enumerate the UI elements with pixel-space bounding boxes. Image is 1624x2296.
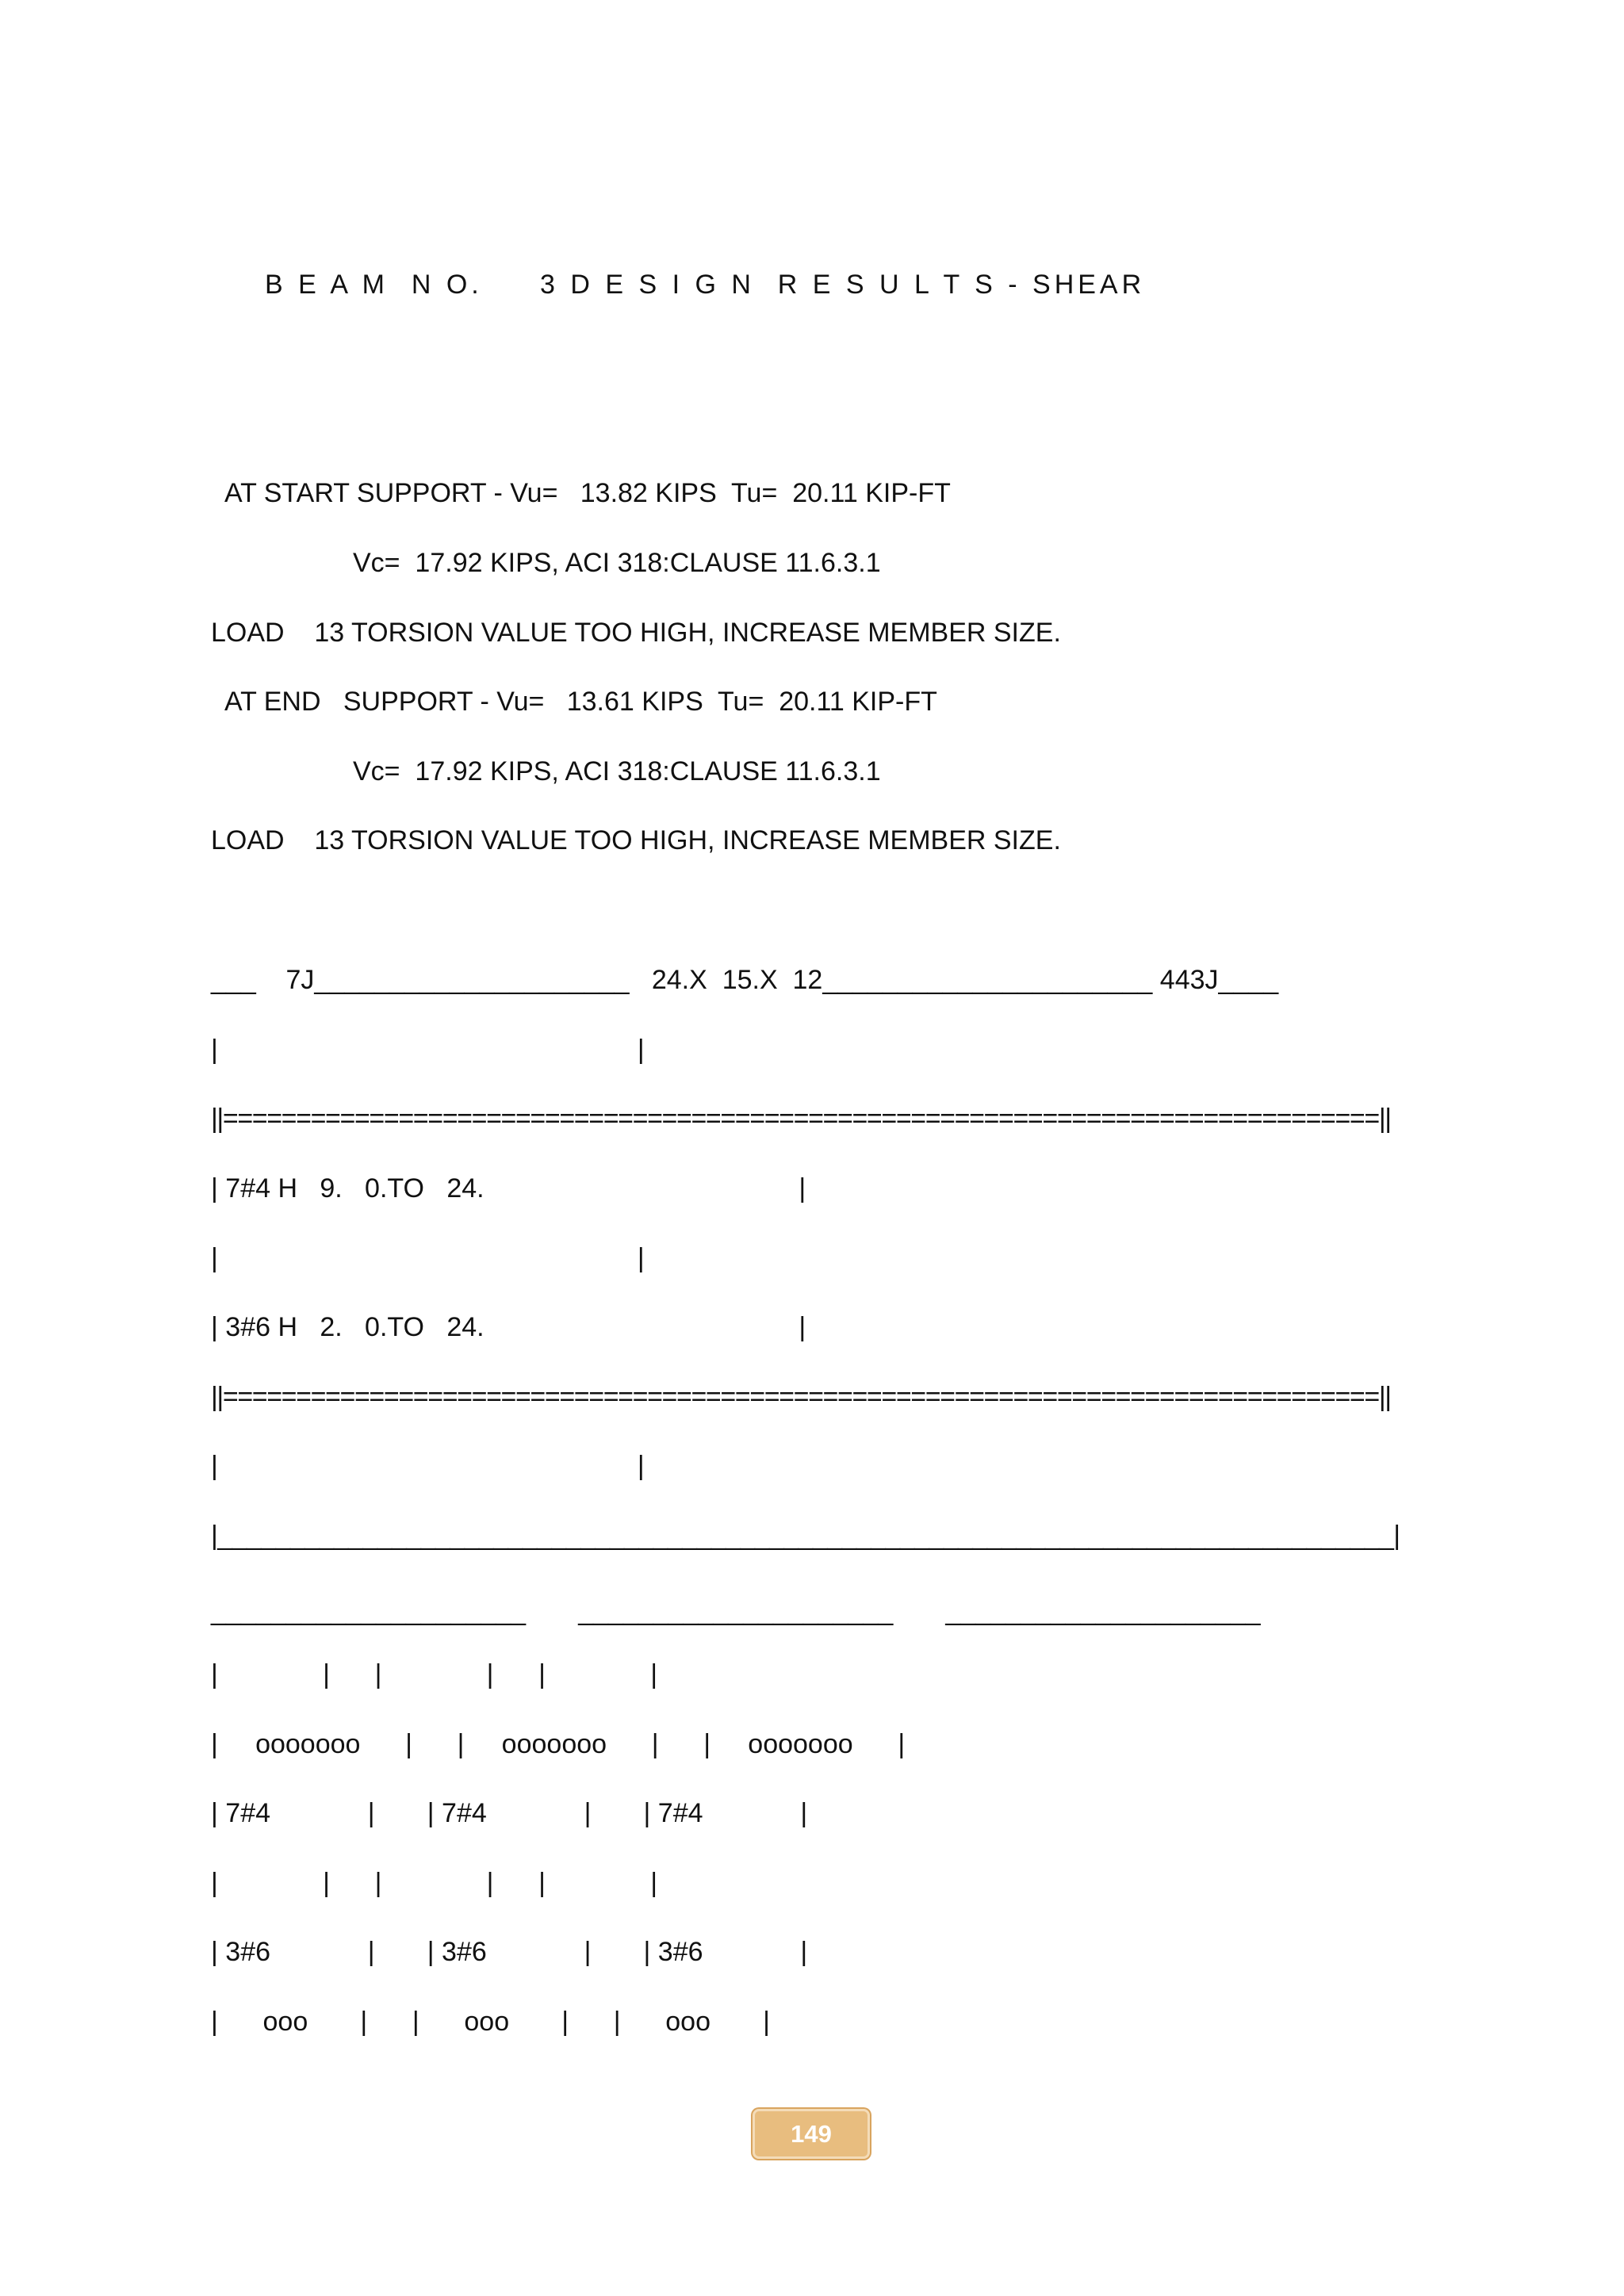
page-title: B E A M N O. 3 D E S I G N R E S U L T S - SHEAR: [265, 270, 1146, 300]
beam-diagram-line: | |: [211, 1243, 645, 1273]
start-warning-line: LOAD 13 TORSION VALUE TOO HIGH, INCREASE MEMBER SIZE.: [211, 618, 1061, 648]
beam-diagram-line: | |: [211, 1035, 645, 1065]
beam-diagram-line: | ooooooo | | ooooooo | | ooooooo |: [211, 1729, 906, 1759]
end-support-line: AT END SUPPORT - Vu= 13.61 KIPS Tu= 20.11 KIP-FT: [224, 687, 937, 717]
beam-diagram-line: | |: [211, 1451, 645, 1481]
beam-diagram-line: | ooo | | ooo | | ooo |: [211, 2007, 770, 2037]
beam-diagram-line: | | | | | |: [211, 1868, 658, 1898]
beam-diagram-line: | | | | | |: [211, 1659, 658, 1689]
beam-diagram-line: ||===============================================================================||: [211, 1104, 1391, 1134]
end-warning-line: LOAD 13 TORSION VALUE TOO HIGH, INCREASE MEMBER SIZE.: [211, 825, 1061, 855]
beam-diagram-line: | 3#6 | | 3#6 | | 3#6 |: [211, 1937, 808, 1967]
beam-diagram-line: ___ 7J_____________________ 24.X 15.X 12______________________ 443J____: [211, 965, 1279, 995]
beam-diagram-line: ||===============================================================================||: [211, 1382, 1391, 1412]
beam-diagram-line: | 7#4 | | 7#4 | | 7#4 |: [211, 1798, 808, 1828]
start-vc-line: Vc= 17.92 KIPS, ACI 318:CLAUSE 11.6.3.1: [353, 548, 881, 578]
page-number: 149: [791, 2119, 832, 2148]
page-number-badge: [753, 2109, 870, 2159]
beam-diagram-line: |_________________________________________________________________________________|: [211, 1521, 1400, 1551]
end-vc-line: Vc= 17.92 KIPS, ACI 318:CLAUSE 11.6.3.1: [353, 756, 881, 786]
beam-diagram-line: | 3#6 H 2. 0.TO 24. |: [211, 1312, 806, 1342]
start-support-line: AT START SUPPORT - Vu= 13.82 KIPS Tu= 20.11 KIP-FT: [224, 478, 951, 508]
beam-diagram-line: | 7#4 H 9. 0.TO 24. |: [211, 1173, 806, 1203]
beam-diagram-line: _____________________ _____________________ _____________________: [211, 1596, 1261, 1626]
